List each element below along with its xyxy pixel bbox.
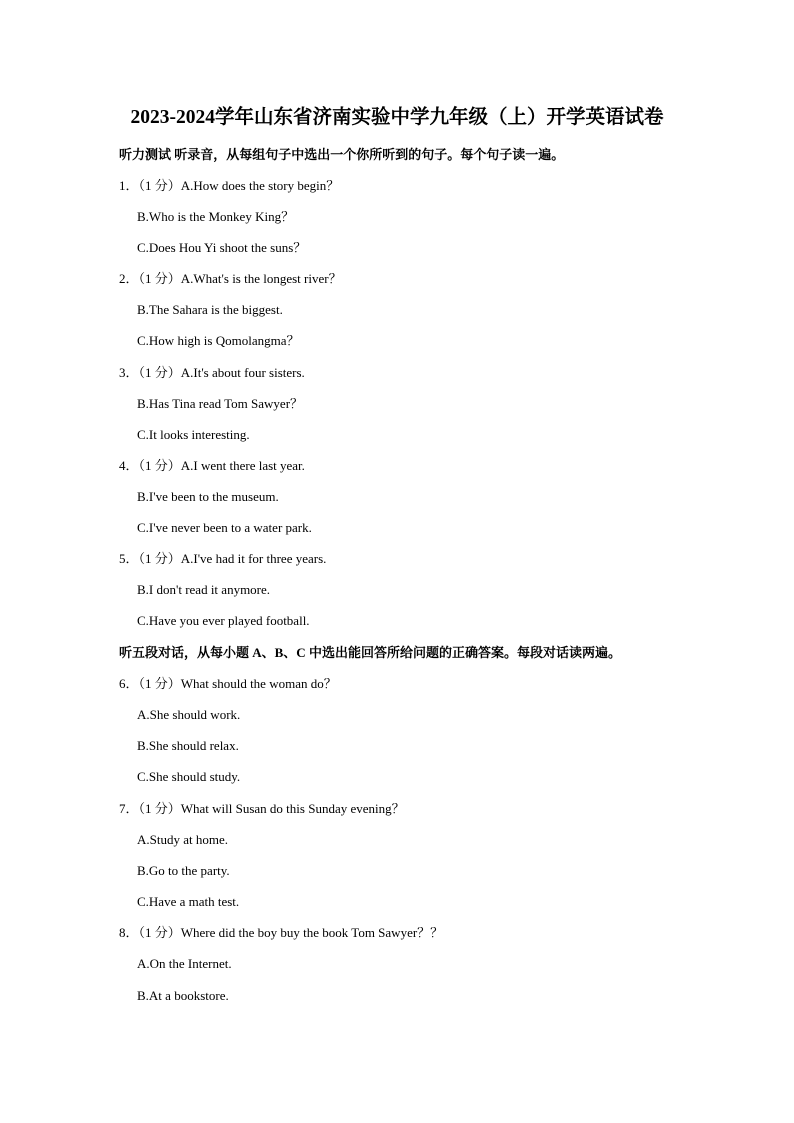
question-5-option-c: C.Have you ever played football. (137, 613, 310, 628)
question-6-option-b: B.She should relax. (137, 738, 239, 753)
question-3-stem: 3．（1 分）A.It's about four sisters. (119, 365, 305, 380)
exam-title: 2023-2024学年山东省济南实验中学九年级（上）开学英语试卷 (130, 107, 664, 128)
question-6-stem: 6．（1 分）What should the woman do？ (119, 676, 337, 691)
question-8-option-b: B.At a bookstore. (137, 988, 229, 1003)
question-3-option-c: C.It looks interesting. (137, 427, 250, 442)
question-3-option-b: B.Has Tina read Tom Sawyer？ (137, 396, 304, 411)
question-2-option-c: C.How high is Qomolangma？ (137, 333, 300, 348)
question-5-stem: 5．（1 分）A.I've had it for three years. (119, 551, 327, 566)
question-2-stem: 2．（1 分）A.What's is the longest river？ (119, 271, 342, 286)
question-6-option-c: C.She should study. (137, 769, 241, 784)
section-instruction-listening-sentences: 听力测试 听录音，从每组句子中选出一个你所听到的句子。每个句子读一遍。 (119, 147, 565, 162)
question-1-option-b: B.Who is the Monkey King？ (137, 209, 295, 224)
question-4-option-b: B.I've been to the museum. (137, 489, 279, 504)
question-2-option-b: B.The Sahara is the biggest. (137, 302, 283, 317)
question-4-stem: 4．（1 分）A.I went there last year. (119, 458, 305, 473)
question-8-stem: 8．（1 分）Where did the boy buy the book Tom Sawyer？？ (119, 925, 444, 940)
question-6-option-a: A.She should work. (137, 707, 241, 722)
question-7-option-a: A.Study at home. (137, 832, 228, 847)
question-7-option-c: C.Have a math test. (137, 894, 240, 909)
question-4-option-c: C.I've never been to a water park. (137, 520, 312, 535)
question-7-option-b: B.Go to the party. (137, 863, 230, 878)
question-8-option-a: A.On the Internet. (137, 956, 232, 971)
question-1-stem: 1．（1 分）A.How does the story begin？ (119, 178, 340, 193)
question-1-option-c: C.Does Hou Yi shoot the suns？ (137, 240, 307, 255)
question-5-option-b: B.I don't read it anymore. (137, 582, 271, 597)
question-7-stem: 7．（1 分）What will Susan do this Sunday evening？ (119, 801, 405, 816)
section-instruction-listening-dialogues: 听五段对话，从每小题 A、B、C 中选出能回答所给问题的正确答案。每段对话读两遍。 (119, 645, 621, 660)
